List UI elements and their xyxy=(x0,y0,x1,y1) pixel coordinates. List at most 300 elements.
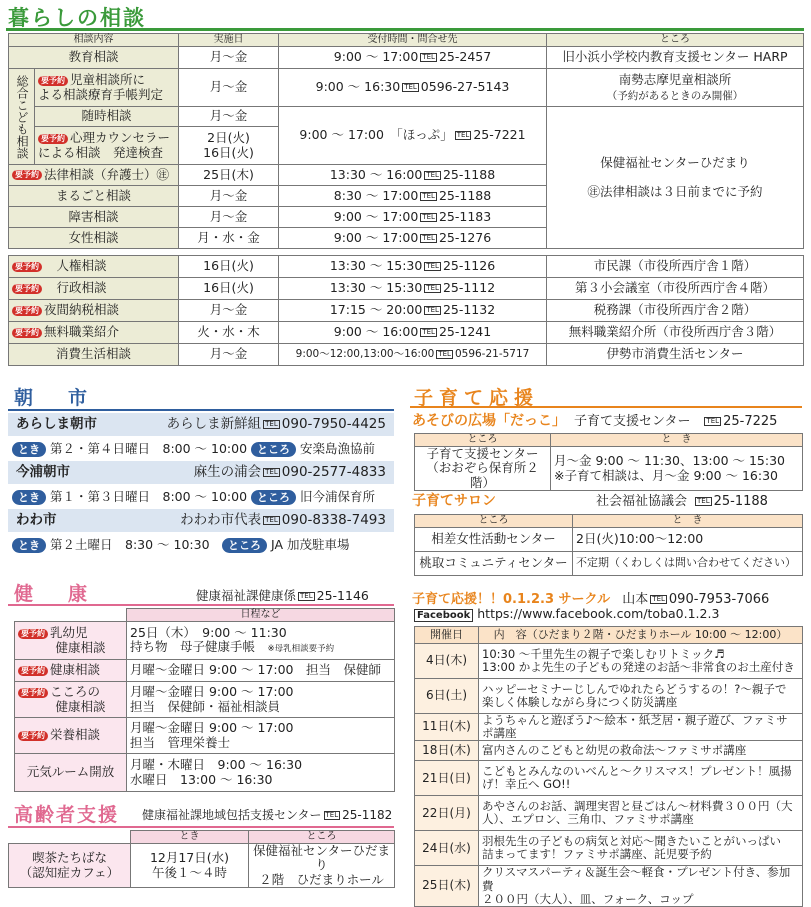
tel-number: 090-2577-4833 xyxy=(281,464,386,480)
tel-number: 25-1112 xyxy=(442,280,496,296)
market-name: わわ市 xyxy=(16,512,57,528)
table-row xyxy=(415,866,803,907)
row-time xyxy=(279,256,547,278)
detail-2: 担当 管理栄養士 xyxy=(130,734,231,750)
reserve-badge: 要予約 xyxy=(12,262,42,272)
row-detail xyxy=(127,754,395,792)
tel-icon: TEL xyxy=(404,83,417,92)
header-row xyxy=(9,831,395,844)
name-1: こころの xyxy=(50,684,101,700)
org: 子育て支援センター xyxy=(574,414,691,429)
content-line-2: 13:00 かよ先生の子どもの発達のお話～非常食のお土産付き xyxy=(482,660,795,674)
asaichi-title: 朝 市 xyxy=(14,387,96,409)
time: 8:30 ～ 17:00 xyxy=(333,187,419,203)
event-content xyxy=(479,761,803,796)
row-name: 消費生活相談 xyxy=(9,344,179,366)
row-name: 女性相談 xyxy=(9,228,179,249)
table-row xyxy=(9,344,804,366)
tel-number: 25-1132 xyxy=(442,302,496,318)
tel-icon: TEL xyxy=(456,131,470,140)
row-name xyxy=(9,256,179,278)
event-content xyxy=(479,866,803,907)
contact: 健康福祉課健康係 xyxy=(196,588,297,603)
name: 法律相談（弁護士）㊟ xyxy=(44,166,170,182)
row-time xyxy=(279,207,547,228)
tel-icon: TEL xyxy=(422,212,435,221)
name: 無料職業紹介 xyxy=(44,324,120,340)
market-name: 今浦朝市 xyxy=(16,464,70,480)
content-line-1: ハッピーセミナーじしんでゆれたらどうするの！?～親子で xyxy=(482,681,787,696)
row-place: 伊勢市消費生活センター xyxy=(547,344,804,366)
koreisha-contact xyxy=(142,806,392,823)
tel-number: 25-7225 xyxy=(723,414,778,429)
market-2-detail xyxy=(8,484,394,509)
row-place: 第３小会議室（市役所西庁舎４階） xyxy=(547,278,804,300)
row-name xyxy=(9,300,179,322)
circle-header xyxy=(412,588,804,607)
row-time xyxy=(279,228,547,249)
row-day: 月～金 xyxy=(179,344,279,366)
event-day: 18日(木) xyxy=(415,741,479,761)
content-line-2: 楽しく体験しながら身につく防災講座 xyxy=(482,695,678,709)
salon-tel xyxy=(693,494,768,509)
table-row xyxy=(415,761,803,796)
tel-icon: TEL xyxy=(422,233,435,242)
h-day: 開催日 xyxy=(415,627,479,644)
tel-icon: TEL xyxy=(697,497,710,505)
kosodate-rule xyxy=(410,406,802,408)
detail-note: ※母乳相談要予約 xyxy=(267,644,335,655)
reserve-badge: 要予約 xyxy=(12,306,42,316)
row-name: 教育相談 xyxy=(9,47,179,69)
table-row xyxy=(415,552,803,576)
dakko-title: あそびの広場「だっこ」 xyxy=(412,413,566,429)
row-day: 月～金 xyxy=(179,207,279,228)
where: 安楽島漁協前 xyxy=(300,441,376,456)
tokoro-pill: ところ xyxy=(251,490,296,505)
header-row xyxy=(415,515,803,528)
table-row xyxy=(415,644,803,679)
market-2-header xyxy=(8,461,394,484)
table-row xyxy=(9,47,804,69)
tel-icon: TEL xyxy=(426,262,439,271)
event-content xyxy=(479,796,803,831)
time: 9:00 ～ 17:00 「ほっぷ」 xyxy=(299,127,453,143)
table-row xyxy=(415,714,803,741)
tel-number: 25-1126 xyxy=(442,258,496,274)
detail-1: 月曜・木曜日 9:00 ～ 16:30 xyxy=(130,757,303,773)
tel-icon: TEL xyxy=(325,811,339,819)
header-row xyxy=(9,34,804,47)
tel-icon: TEL xyxy=(265,419,278,428)
tel-icon: TEL xyxy=(265,515,278,524)
name-2: 健康相談 xyxy=(55,698,106,714)
h-naiyou: 内 容（ひだまり２階・ひだまりホール 10:00 ～ 12:00） xyxy=(479,627,803,644)
content-line-2: げ！幸丘へ GO!! xyxy=(482,777,571,792)
time-2: ※子育て相談は、月～金 9:00 ～ 16:30 xyxy=(554,467,778,483)
time: 17:15 ～ 20:00 xyxy=(329,302,423,318)
name-2: 健康相談 xyxy=(55,639,106,655)
tel-number: 25-1183 xyxy=(438,208,492,224)
day-2: 午後１～４時 xyxy=(151,864,227,880)
row-name xyxy=(9,165,179,186)
circle-body xyxy=(415,644,803,907)
row-name xyxy=(35,127,179,165)
day-2: 16日(火) xyxy=(203,144,254,160)
toki-pill: とき xyxy=(12,442,46,457)
row-day: 火・水・木 xyxy=(179,322,279,344)
row-time xyxy=(279,322,547,344)
row-time: 2日(火)10:00～12:00 xyxy=(573,528,803,552)
reserve-badge: 要予約 xyxy=(38,134,68,144)
kenko-rule xyxy=(8,604,394,606)
facebook-icon: Facebook xyxy=(414,609,473,622)
table-row xyxy=(9,322,804,344)
toki-pill: とき xyxy=(12,538,46,553)
dakko-header xyxy=(412,410,802,430)
table-row xyxy=(15,718,395,754)
row-place xyxy=(249,844,395,888)
table-row xyxy=(415,831,803,866)
org: わわわ市代表 xyxy=(180,512,262,528)
tel-number: 0596-27-5143 xyxy=(420,79,510,95)
row-day: 月～金 xyxy=(179,107,279,127)
event-content xyxy=(479,679,803,714)
h-bi: 実施日 xyxy=(179,34,279,47)
tel-icon: TEL xyxy=(422,328,435,337)
tokoro-pill: ところ xyxy=(222,538,267,553)
koreisha-table xyxy=(8,830,395,888)
row-name: 障害相談 xyxy=(9,207,179,228)
circle-title: 子育て応援！！0.1.2.3 サークル xyxy=(412,592,611,607)
time: 9:00 ～ 17:00 xyxy=(333,208,419,224)
row-time xyxy=(551,447,803,491)
header-row xyxy=(15,609,395,622)
tel-number: 090-8338-7493 xyxy=(281,512,386,528)
h-tokoro: ところ xyxy=(415,515,573,528)
row-day: 月～金 xyxy=(179,186,279,207)
toki-pill: とき xyxy=(12,490,46,505)
asaichi-rule xyxy=(8,409,394,411)
table-row xyxy=(9,107,804,127)
when: 第１・第３日曜日 8:00 ～ 10:00 xyxy=(49,489,248,504)
time: 13:30 ～ 16:00 xyxy=(329,166,423,182)
tel-icon: TEL xyxy=(426,306,439,315)
row-day: 月・水・金 xyxy=(179,228,279,249)
row-detail: 月曜～金曜日 9:00 ～ 17:00 担当 保健師 xyxy=(127,660,395,682)
name: 健康相談 xyxy=(50,662,101,678)
row-name xyxy=(15,682,127,718)
h-nittei: 日程など xyxy=(127,609,395,622)
event-content xyxy=(479,644,803,679)
circle-table xyxy=(414,626,803,907)
koreisha-rule xyxy=(8,826,394,828)
place-2: ２階 ひだまりホール xyxy=(259,871,384,887)
row-name xyxy=(15,660,127,682)
tel-icon: TEL xyxy=(265,467,278,476)
org: 社会福祉協議会 xyxy=(596,494,688,509)
day-1: 12月17日(水) xyxy=(149,850,230,866)
facebook-url[interactable]: https://www.facebook.com/toba0.1.2.3 xyxy=(477,606,720,621)
row-name xyxy=(15,622,127,660)
detail-2: 持ち物 母子健康手帳 xyxy=(130,639,256,655)
dakko-table xyxy=(414,433,803,491)
row-place: 税務課（市役所西庁舎２階） xyxy=(547,300,804,322)
dakko-tel xyxy=(702,414,777,429)
content-line-1: 富内さんのこどもと幼児の救命法～ファミサポ講座 xyxy=(482,743,747,758)
place-1: 南勢志摩児童相談所 xyxy=(618,72,732,88)
row-time xyxy=(279,344,547,366)
row-day: 16日(火) xyxy=(179,256,279,278)
row-place: 相差女性活動センター xyxy=(415,528,573,552)
reserve-badge: 要予約 xyxy=(18,629,48,639)
row-place: 無料職業紹介所（市役所西庁舎３階） xyxy=(547,322,804,344)
row-place xyxy=(415,447,551,491)
content-line-2: ２００円（大人）、皿、フォーク、コップ xyxy=(482,891,694,906)
name-2: による相談 発達検査 xyxy=(38,144,164,160)
event-day: 11日(木) xyxy=(415,714,479,741)
row-time: 不定期（くわしくは問い合わせてください） xyxy=(573,552,803,576)
tel-number: 25-1188 xyxy=(713,494,768,509)
tel-icon: TEL xyxy=(300,592,313,600)
tokoro-pill: ところ xyxy=(251,442,296,457)
row-name: 元気ルーム開放 xyxy=(15,754,127,792)
name: 夜間納税相談 xyxy=(44,302,120,318)
row-time xyxy=(279,278,547,300)
name: 人権相談 xyxy=(56,258,107,274)
name-2: （認知症カフェ） xyxy=(19,864,120,880)
time: 9:00 ～ 16:00 xyxy=(333,324,419,340)
row-name xyxy=(9,322,179,344)
time: 9:00 ～ 17:00 xyxy=(333,49,419,65)
kenko-contact xyxy=(196,586,369,604)
name-1: 児童相談所に xyxy=(70,72,146,88)
market-contact xyxy=(180,509,386,532)
when: 第２・第４日曜日 8:00 ～ 10:00 xyxy=(49,441,248,456)
reserve-badge: 要予約 xyxy=(12,170,42,180)
row-time xyxy=(279,47,547,69)
place-note: ㊟法律相談は３日前までに予約 xyxy=(587,183,763,199)
table-row xyxy=(15,682,395,718)
place-1: 子育て支援センター xyxy=(426,446,539,461)
time: 13:30 ～ 15:30 xyxy=(329,280,423,296)
kurashi-title: 暮らしの相談 xyxy=(8,6,146,30)
kurashi-rule xyxy=(6,28,804,31)
h-naiyou: 相談内容 xyxy=(9,34,179,47)
detail-2: 水曜日 13:00 ～ 16:30 xyxy=(130,771,273,787)
tel-number: 25-1241 xyxy=(438,324,492,340)
tel-number: 25-1188 xyxy=(438,187,492,203)
facebook-line xyxy=(414,606,719,621)
detail-2: 担当 保健師・福祉相談員 xyxy=(130,698,281,714)
h-tokoro: ところ xyxy=(547,34,804,47)
time-1: 月～金 9:00 ～ 11:30、13:00 ～ 15:30 xyxy=(554,453,786,469)
content-line-1: 羽根先生の子どもの病気と対応～聞きたいことがいっぱい xyxy=(482,834,781,849)
where: 旧今浦保育所 xyxy=(300,489,376,504)
tel-number: 25-1182 xyxy=(342,808,393,822)
person: 山本 xyxy=(622,592,649,607)
h-tokoro: ところ xyxy=(415,434,551,447)
table-row xyxy=(9,300,804,322)
row-place: 旧小浜小学校内教育支援センター HARP xyxy=(547,47,804,69)
table-row xyxy=(415,447,803,491)
event-day: 22日(月) xyxy=(415,796,479,831)
reserve-badge: 要予約 xyxy=(38,76,68,86)
row-day: 25日(木) xyxy=(179,165,279,186)
detail-1: 25日（木） 9:00 ～ 11:30 xyxy=(130,624,287,640)
table-row xyxy=(415,796,803,831)
table-row xyxy=(9,278,804,300)
kurashi-table xyxy=(8,33,804,249)
row-day: 月～金 xyxy=(179,69,279,107)
event-day: 4日(木) xyxy=(415,644,479,679)
kenko-table xyxy=(14,608,395,792)
table-row xyxy=(9,844,395,888)
table-row xyxy=(9,69,804,107)
name-1: 心理カウンセラー xyxy=(70,130,171,146)
row-time xyxy=(279,300,547,322)
content-line-1: クリスマスパーティ＆誕生会～軽食・プレゼント付き、参加費 xyxy=(482,865,791,893)
table-row xyxy=(9,256,804,278)
reserve-badge: 要予約 xyxy=(18,688,48,698)
event-day: 25日(木) xyxy=(415,866,479,907)
kenko-title: 健 康 xyxy=(14,583,96,605)
place-1: 保健福祉センターひだまり xyxy=(252,843,390,873)
koreisha-title: 高齢者支援 xyxy=(14,804,120,826)
row-time xyxy=(279,186,547,207)
tel-icon: TEL xyxy=(652,595,665,603)
where: JA 加茂駐車場 xyxy=(271,537,350,552)
h-tokoro: ところ xyxy=(249,831,395,844)
row-place: 市民課（市役所西庁舎１階） xyxy=(547,256,804,278)
detail-1: 月曜～金曜日 9:00 ～ 17:00 xyxy=(130,720,294,736)
event-day: 6日(土) xyxy=(415,679,479,714)
table-row xyxy=(15,754,395,792)
event-content xyxy=(479,831,803,866)
time: 13:30 ～ 15:30 xyxy=(329,258,423,274)
name-1: 乳幼児 xyxy=(50,625,88,641)
row-day: 月～金 xyxy=(179,47,279,69)
salon-title: 子育てサロン xyxy=(412,493,496,509)
table-row xyxy=(415,741,803,761)
tel-icon: TEL xyxy=(426,284,439,293)
row-detail xyxy=(127,622,395,660)
tel-icon: TEL xyxy=(438,349,451,358)
place-2: （おおぞら保育所２階） xyxy=(426,460,539,490)
content-line-1: 10:30 ～千里先生の親子で楽しむリトミック♬ xyxy=(482,646,725,661)
time: 9:00 ～ 16:30 xyxy=(315,79,401,95)
name: 行政相談 xyxy=(56,280,107,296)
row-name xyxy=(35,69,179,107)
content-line-2: 詰まってます！ファミサポ講座、託児要予約 xyxy=(482,847,712,862)
table-row xyxy=(15,622,395,660)
content-line-1: ようちゃんと遊ぼう♪～絵本・紙芝居・親子遊び、ファミサポ講座 xyxy=(482,713,788,741)
event-content xyxy=(479,741,803,761)
market-1-detail xyxy=(8,436,394,461)
event-day: 24日(水) xyxy=(415,831,479,866)
row-detail xyxy=(127,682,395,718)
contact: 健康福祉課地域包括支援センター xyxy=(142,808,322,822)
h-toki: と き xyxy=(551,434,803,447)
reserve-badge: 要予約 xyxy=(18,731,48,741)
row-day xyxy=(131,844,249,888)
tel-number: 25-1146 xyxy=(316,588,369,603)
tel-number: 25-7221 xyxy=(473,127,526,143)
kosodate-title: 子育て応援 xyxy=(414,387,540,409)
header-row xyxy=(415,627,803,644)
row-place: 桃取コミュニティセンター xyxy=(415,552,573,576)
reserve-badge: 要予約 xyxy=(18,666,48,676)
detail-1: 月曜～金曜日 9:00 ～ 17:00 xyxy=(130,684,294,700)
row-name xyxy=(9,844,131,888)
content-line-2: 人）、エプロン、三角巾、ファミサポ講座 xyxy=(482,812,694,827)
h-toki: とき xyxy=(131,831,249,844)
row-detail xyxy=(127,718,395,754)
table-row xyxy=(415,528,803,552)
when: 第２土曜日 8:30 ～ 10:30 xyxy=(49,537,210,552)
time: 9:00～12:00,13:00～16:00 xyxy=(295,348,435,361)
table-row xyxy=(15,660,395,682)
row-place xyxy=(547,69,804,107)
event-day: 21日(日) xyxy=(415,761,479,796)
market-contact xyxy=(167,413,386,436)
tel-icon: TEL xyxy=(422,53,435,62)
market-1-header xyxy=(8,413,394,436)
market-name: あらしま朝市 xyxy=(16,416,97,432)
side-label: 総合こども相談 xyxy=(9,69,35,165)
content-line-1: こどもとみんなのいべんと～クリスマス！プレゼント！風揚 xyxy=(482,764,792,779)
market-contact xyxy=(194,461,386,484)
salon-header xyxy=(412,490,802,510)
name-2: よる相談療育手帳判定 xyxy=(38,86,164,102)
row-day: 16日(火) xyxy=(179,278,279,300)
row-name xyxy=(15,718,127,754)
reserve-badge: 要予約 xyxy=(12,284,42,294)
tel-number: 090-7950-4425 xyxy=(281,416,386,432)
salon-table xyxy=(414,514,803,576)
tel-icon: TEL xyxy=(422,191,435,200)
market-3-detail xyxy=(8,532,394,557)
tel-number: 0596-21-5717 xyxy=(454,348,530,361)
market-3-header xyxy=(8,509,394,532)
row-day: 月～金 xyxy=(179,300,279,322)
content-line-1: あやさんのお話、調理実習と昼ごはん～材料費３００円（大 xyxy=(482,799,793,814)
header-row xyxy=(415,434,803,447)
h-toki: と き xyxy=(573,515,803,528)
tel-number: 090-7953-7066 xyxy=(668,592,770,607)
tel-icon: TEL xyxy=(426,170,439,179)
tel-number: 25-2457 xyxy=(438,49,492,65)
tel-number: 25-1276 xyxy=(438,229,492,245)
place-note: （予約があるときのみ開催） xyxy=(606,89,744,102)
row-name: まるごと相談 xyxy=(9,186,179,207)
day-1: 2日(火) xyxy=(207,130,250,146)
name: 栄養相談 xyxy=(50,727,101,743)
tel-number: 25-1188 xyxy=(442,166,496,182)
row-time xyxy=(279,69,547,107)
reserve-badge: 要予約 xyxy=(12,328,42,338)
row-day xyxy=(179,127,279,165)
h-jikan: 受付時間・問合せ先 xyxy=(279,34,547,47)
table-row xyxy=(415,679,803,714)
time: 9:00 ～ 17:00 xyxy=(333,229,419,245)
row-name: 随時相談 xyxy=(35,107,179,127)
row-time xyxy=(279,107,547,165)
event-content xyxy=(479,714,803,741)
place: 保健福祉センターひだまり xyxy=(600,154,750,170)
tel-icon: TEL xyxy=(706,417,720,425)
kurashi-table-lower xyxy=(8,255,804,366)
